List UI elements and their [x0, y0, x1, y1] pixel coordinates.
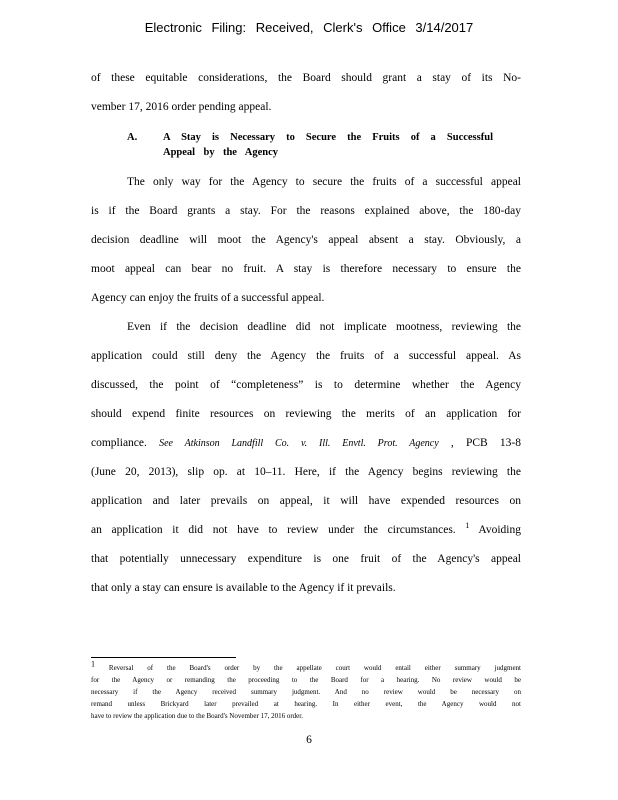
footnote-separator: [91, 657, 236, 658]
footnote-line-5: have to review the application due to the Board's November 17, 2016 order.: [91, 712, 303, 720]
paragraph-1-line-5: Agency can enjoy the fruits of a successful appeal.: [91, 292, 325, 304]
footnote-reference: 1: [465, 521, 470, 531]
paragraph-2-line-1: Even if the decision deadline did not implicate mootness, reviewing the: [127, 321, 521, 333]
line-5-suffix: , PCB 13-8: [450, 437, 522, 449]
paragraph-2-line-5: [91, 437, 521, 449]
footnote-line-4: remand unless Brickyard later prevailed at hearing. In either event, the Agency would not: [91, 700, 521, 708]
paragraph-2-line-6: (June 20, 2013), slip op. at 10–11. Here, if the Agency begins reviewing the: [91, 466, 521, 478]
section-title-line-1: A Stay is Necessary to Secure the Fruits of a Successful: [163, 132, 493, 143]
line-8-tail: Avoiding: [478, 524, 521, 536]
page-number: 6: [306, 734, 312, 746]
continuation-line-1: of these equitable considerations, the Board should grant a stay of its No-: [91, 72, 521, 84]
filing-stamp-header: Electronic Filing: Received, Clerk's Office 3/14/2017: [144, 20, 474, 35]
footnote-line-2: for the Agency or remanding the proceeding to the Board for a hearing. No review would be: [91, 676, 521, 684]
paragraph-1-line-4: moot appeal can bear no fruit. A stay is therefore necessary to ensure the: [91, 263, 521, 275]
section-title-line-2: Appeal by the Agency: [163, 147, 278, 158]
paragraph-2-line-7: application and later prevails on appeal, it will have expended resources on: [91, 495, 521, 507]
section-number: A.: [127, 132, 138, 143]
footnote-marker: 1: [91, 659, 95, 669]
continuation-line-2: vember 17, 2016 order pending appeal.: [91, 101, 272, 113]
paragraph-2-line-9: that potentially unnecessary expenditure is one fruit of the Agency's appeal: [91, 553, 521, 565]
paragraph-2-line-3: discussed, the point of “completeness” is to determine whether the Agency: [91, 379, 521, 391]
paragraph-1-line-1: The only way for the Agency to secure the fruits of a successful appeal: [127, 176, 521, 188]
line-5-prefix: compliance.: [91, 437, 147, 449]
paragraph-2-line-2: application could still deny the Agency the fruits of a successful appeal. As: [91, 350, 521, 362]
footnote-line-1-text: Reversal of the Board's order by the appellate court would entail either summary judgment: [108, 664, 521, 672]
footnote-line-3: necessary if the Agency received summary judgment. And no review would be necessary on: [91, 688, 521, 696]
paragraph-2-line-10: that only a stay can ensure is available to the Agency if it prevails.: [91, 582, 396, 594]
paragraph-1-line-2: is if the Board grants a stay. For the reasons explained above, the 180-day: [91, 205, 521, 217]
paragraph-1-line-3: decision deadline will moot the Agency's appeal absent a stay. Obviously, a: [91, 234, 521, 246]
paragraph-2-line-4: should expend finite resources on reviewing the merits of an application for: [91, 408, 521, 420]
footnote-line-1: [91, 659, 521, 672]
case-citation: See Atkinson Landfill Co. v. Ill. Envtl. Prot. Agency: [159, 438, 439, 449]
line-8-text: an application it did not have to review under the circumstances.: [91, 524, 456, 536]
paragraph-2-line-8: [91, 521, 521, 536]
